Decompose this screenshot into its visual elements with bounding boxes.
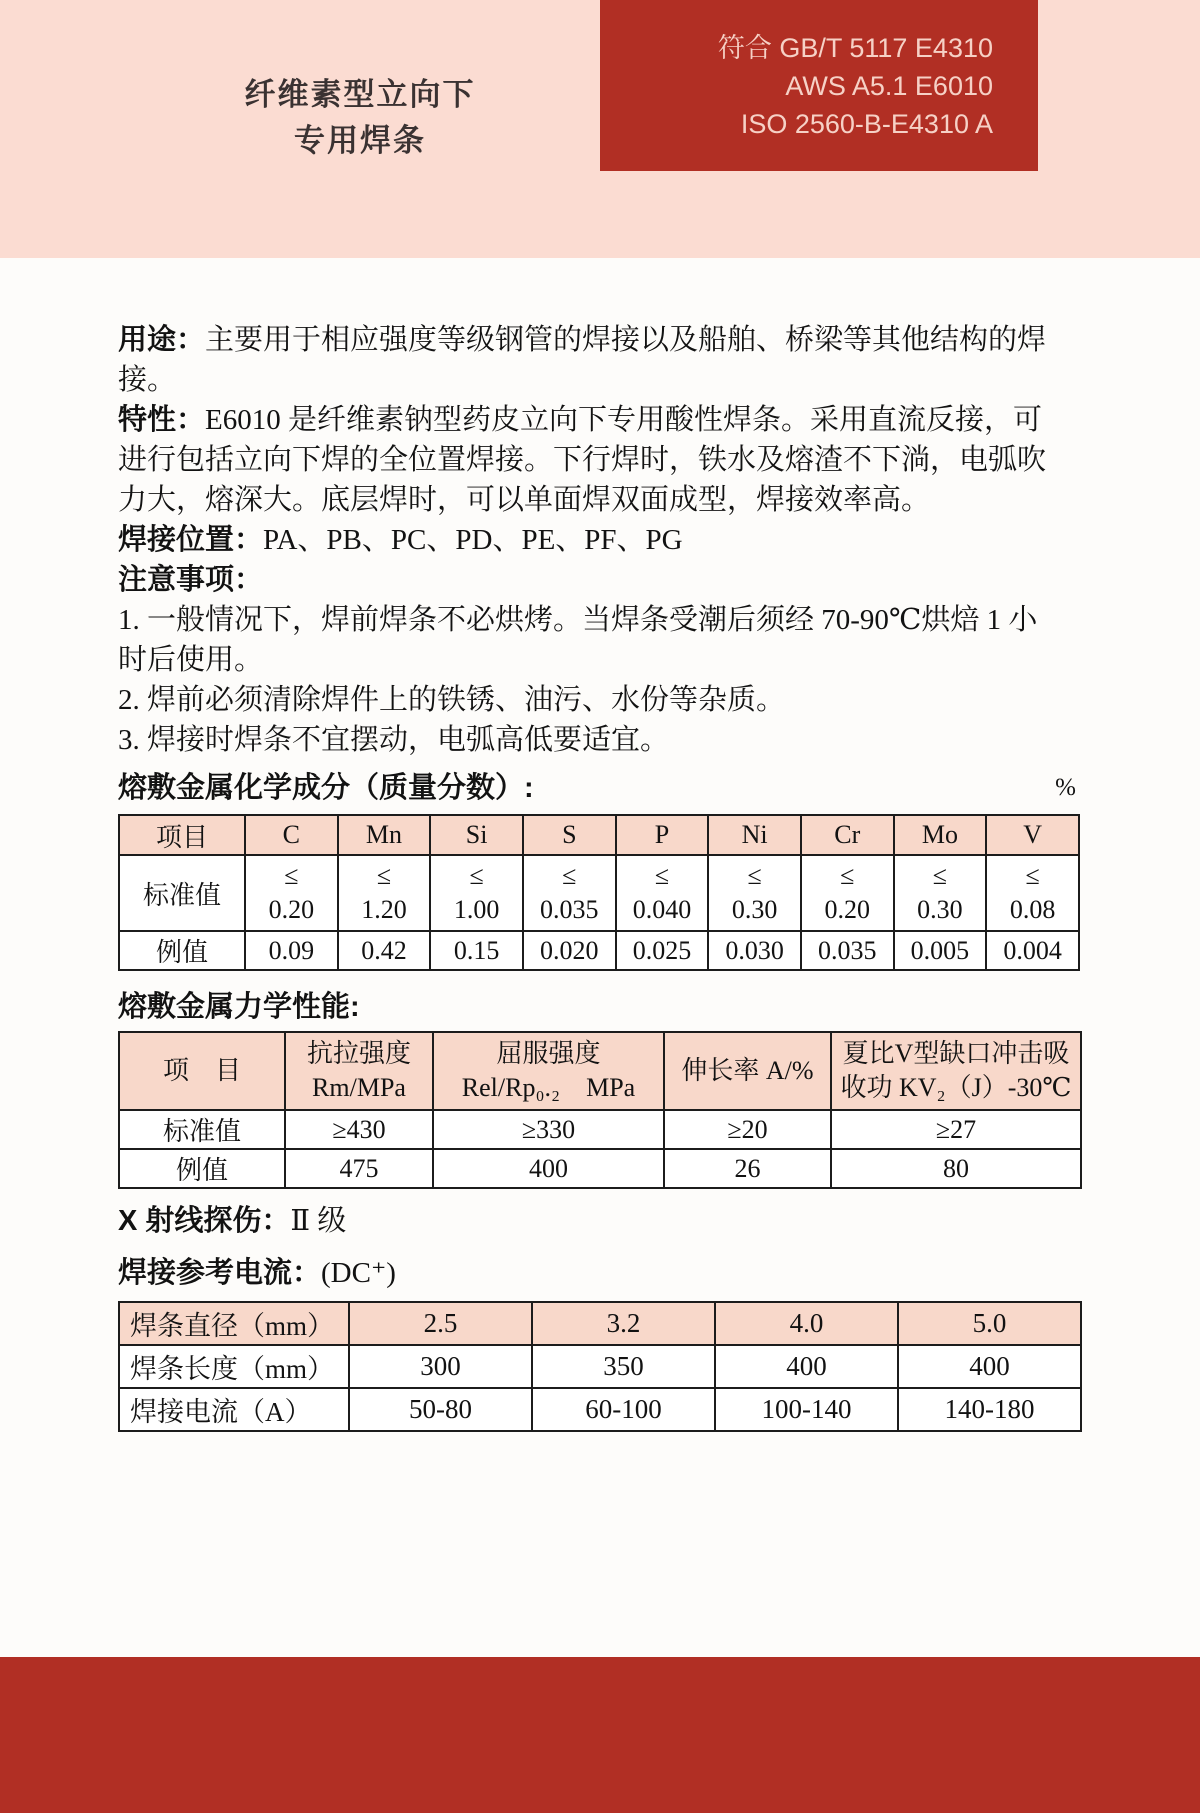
diameter-value: 4.0: [715, 1302, 898, 1345]
chem-standard-mn: [338, 855, 431, 931]
chem-example-ni: 0.030: [708, 931, 801, 970]
cert-standard-iso: ISO 2560-B-E4310 A: [740, 109, 993, 139]
leq-sign: ≤: [376, 861, 392, 890]
chemistry-table: [118, 814, 1080, 971]
std-value: 0.035: [540, 895, 599, 924]
chemistry-unit: %: [1055, 774, 1076, 801]
mech-example-elongation: 26: [664, 1149, 831, 1188]
mech-standard-elongation: ≥20: [664, 1110, 831, 1149]
std-value: 1.00: [453, 895, 500, 924]
footer-band: [0, 1657, 1200, 1813]
mech-example-yield: 400: [433, 1149, 664, 1188]
feature-label: 特性：: [118, 404, 206, 436]
current-value: (DC⁺): [321, 1257, 396, 1289]
diameter-value: 2.5: [349, 1302, 532, 1345]
length-value: 400: [898, 1345, 1081, 1388]
chem-example-mo: 0.005: [894, 931, 987, 970]
mech-col-item: 项 目: [119, 1032, 285, 1110]
chemistry-header-row: [119, 815, 1079, 855]
position-label: 焊接位置：: [118, 524, 264, 556]
note-3: 3. 焊接时焊条不宜摆动，电弧高低要适宜。: [118, 724, 670, 756]
chem-standard-label: 标准值: [119, 855, 245, 931]
header-band: [0, 0, 1200, 258]
std-value: 0.30: [917, 895, 963, 924]
std-value: 0.08: [1009, 895, 1056, 924]
chem-standard-p: [616, 855, 709, 931]
leq-sign: ≤: [1025, 861, 1040, 890]
chem-standard-v: [986, 855, 1079, 931]
notes-heading: 注意事项：: [118, 564, 264, 596]
position-value: PA、PB、PC、PD、PE、PF、PG: [263, 524, 683, 556]
intro-text: [118, 258, 1058, 760]
usage-label: 用途：: [118, 324, 206, 356]
chem-col-item: 项目: [119, 815, 245, 855]
chem-example-si: 0.15: [430, 931, 523, 970]
std-value: 0.20: [268, 895, 315, 924]
diameter-label: 焊条直径（mm）: [119, 1302, 349, 1345]
chemistry-heading-row: [118, 766, 1080, 810]
mech-example-tensile: 475: [285, 1149, 433, 1188]
length-value: 350: [532, 1345, 715, 1388]
chemistry-example-row: [119, 931, 1079, 970]
leq-sign: ≤: [840, 861, 855, 890]
chem-col-c: C: [245, 815, 338, 855]
chem-col-ni: Ni: [708, 815, 801, 855]
length-value: 300: [349, 1345, 532, 1388]
mech-standard-label: 标准值: [119, 1110, 285, 1149]
chem-standard-mo: [894, 855, 987, 931]
chem-col-v: V: [986, 815, 1079, 855]
length-row: [119, 1345, 1081, 1388]
amperage-label: 焊接电流（A）: [119, 1388, 349, 1431]
mechanical-example-row: [119, 1149, 1081, 1188]
mechanical-header-row: [119, 1032, 1081, 1110]
chem-standard-si: [430, 855, 523, 931]
note-1: 1. 一般情况下，焊前焊条不必烘烤。当焊条受潮后须经 70-90℃烘焙 1 小时后使用。: [118, 604, 1038, 676]
chem-standard-ni: [708, 855, 801, 931]
mech-col-tensile: 抗拉强度 Rm/MPa: [285, 1032, 433, 1110]
usage-text: 主要用于相应强度等级钢管的焊接以及船舶、桥梁等其他结构的焊接。: [118, 324, 1047, 396]
current-label: 焊接参考电流：: [118, 1257, 322, 1289]
chem-example-mn: 0.42: [338, 931, 431, 970]
chem-example-s: 0.020: [523, 931, 616, 970]
chem-col-s: S: [523, 815, 616, 855]
product-title-line1: 纤维素型立向下: [244, 77, 476, 112]
chemistry-standard-row: [119, 855, 1079, 931]
std-value: 0.30: [731, 895, 778, 924]
chemistry-title: 熔敷金属化学成分（质量分数）:: [118, 772, 534, 804]
usage-paragraph: [118, 320, 1058, 400]
leq-sign: ≤: [469, 861, 484, 890]
mech-example-label: 例值: [119, 1149, 285, 1188]
mechanical-title: 熔敷金属力学性能:: [118, 991, 360, 1023]
std-value: 0.20: [824, 895, 871, 924]
std-value: 1.20: [361, 895, 407, 924]
chem-example-cr: 0.035: [801, 931, 894, 970]
mech-standard-tensile: ≥430: [285, 1110, 433, 1149]
cert-standard-gb: 符合 GB/T 5117 E4310: [717, 33, 993, 63]
chem-col-mo: Mo: [894, 815, 987, 855]
amperage-value: 100-140: [715, 1388, 898, 1431]
leq-sign: ≤: [284, 861, 299, 890]
chem-example-c: 0.09: [245, 931, 338, 970]
chem-standard-cr: [801, 855, 894, 931]
amperage-value: 140-180: [898, 1388, 1081, 1431]
amperage-value: 60-100: [532, 1388, 715, 1431]
std-value: 0.040: [632, 895, 692, 924]
diameter-value: 5.0: [898, 1302, 1081, 1345]
diameter-value: 3.2: [532, 1302, 715, 1345]
mech-col-yield: 屈服强度 Rel/Rp₀.₂ MPa: [433, 1032, 664, 1110]
chem-col-p: P: [616, 815, 709, 855]
leq-sign: ≤: [562, 861, 577, 890]
chem-col-cr: Cr: [801, 815, 894, 855]
chem-example-label: 例值: [119, 931, 245, 970]
amperage-row: [119, 1388, 1081, 1431]
mech-standard-yield: ≥330: [433, 1110, 664, 1149]
mechanical-standard-row: [119, 1110, 1081, 1149]
xray-line: [118, 1201, 1082, 1241]
leq-sign: ≤: [654, 861, 670, 890]
position-line: [118, 520, 1058, 560]
amperage-value: 50-80: [349, 1388, 532, 1431]
mechanical-table: [118, 1031, 1082, 1189]
xray-label: X 射线探伤：: [118, 1205, 291, 1237]
chem-standard-c: [245, 855, 338, 931]
product-title: [170, 72, 550, 164]
feature-text: E6010 是纤维素钠型药皮立向下专用酸性焊条。采用直流反接，可进行包括立向下焊的全位置焊接。下行焊时，铁水及熔渣不下淌，电弧吹力大，熔深大。底层焊时，可以单面焊双面成型，焊接效率高。: [118, 404, 1047, 516]
chem-example-v: 0.004: [986, 931, 1079, 970]
cert-standard-aws: AWS A5.1 E6010: [785, 71, 993, 101]
current-table: [118, 1301, 1082, 1432]
current-line: [118, 1253, 1082, 1293]
mech-col-charpy: 夏比V型缺口冲击吸 收功 KV₂（J）-30℃: [831, 1032, 1081, 1110]
note-2: 2. 焊前必须清除焊件上的铁锈、油污、水份等杂质。: [118, 684, 786, 716]
mech-standard-charpy: ≥27: [831, 1110, 1081, 1149]
xray-value: Ⅱ 级: [290, 1205, 347, 1237]
feature-paragraph: [118, 400, 1058, 520]
mech-example-charpy: 80: [831, 1149, 1081, 1188]
length-value: 400: [715, 1345, 898, 1388]
chem-col-si: Si: [430, 815, 523, 855]
leq-sign: ≤: [932, 861, 948, 890]
product-title-line2: 专用焊条: [294, 123, 426, 158]
mech-col-elongation: 伸长率 A/%: [664, 1032, 831, 1110]
length-label: 焊条长度（mm）: [119, 1345, 349, 1388]
chem-col-mn: Mn: [338, 815, 431, 855]
certification-box: [600, 0, 1038, 171]
main-content: [118, 258, 1082, 1432]
diameter-row: [119, 1302, 1081, 1345]
chem-example-p: 0.025: [616, 931, 709, 970]
chem-standard-s: [523, 855, 616, 931]
leq-sign: ≤: [747, 861, 762, 890]
